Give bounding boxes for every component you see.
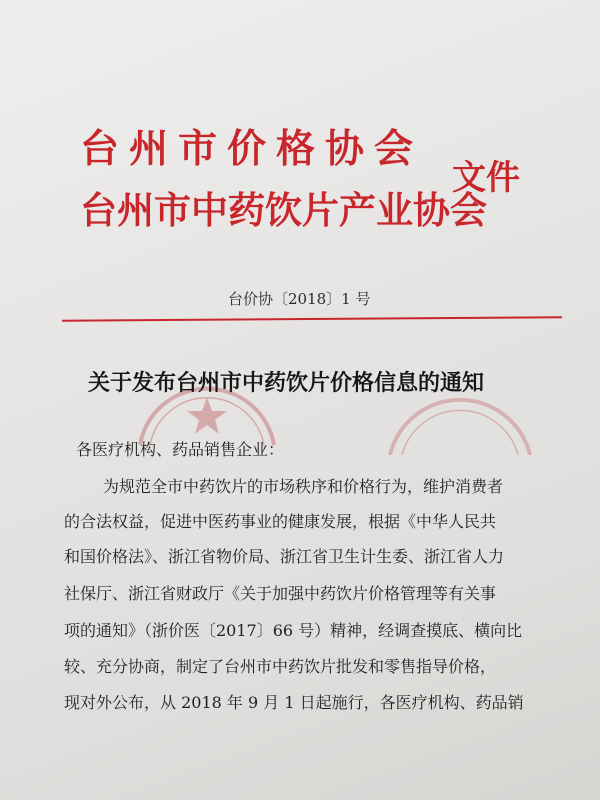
issuer-name-1: 台州市价格协会 <box>80 126 424 172</box>
body-line: 为规范全市中药饮片的市场秩序和价格行为，维护消费者 <box>103 477 504 496</box>
body-line: 和国价格法》、浙江省物价局、浙江省卫生计生委、浙江省人力 <box>64 547 505 566</box>
issuer-name-2: 台州市中药饮片产业协会 <box>80 188 487 232</box>
salutation: 各医疗机构、药品销售企业： <box>76 440 285 459</box>
body-line: 较、充分协商，制定了台州市中药饮片批发和零售指导价格， <box>64 657 497 676</box>
body-line: 社保厅、浙江省财政厅《关于加强中药饮片价格管理等有关事 <box>64 584 497 603</box>
document-type-label: 文件 <box>452 158 520 198</box>
body-line: 现对外公布，从 2018 年 9 月 1 日起施行，各医疗机构、药品销 <box>64 693 524 712</box>
document-number: 台价协〔2018〕1 号 <box>228 290 371 308</box>
notice-title: 关于发布台州市中药饮片价格信息的通知 <box>88 370 485 396</box>
body-line: 的合法权益，促进中医药事业的健康发展，根据《中华人民共 <box>64 512 497 531</box>
red-divider-line <box>62 316 562 321</box>
body-line: 项的通知》（浙价医〔2017〕66 号）精神，经调查摸底、横向比 <box>64 621 523 640</box>
